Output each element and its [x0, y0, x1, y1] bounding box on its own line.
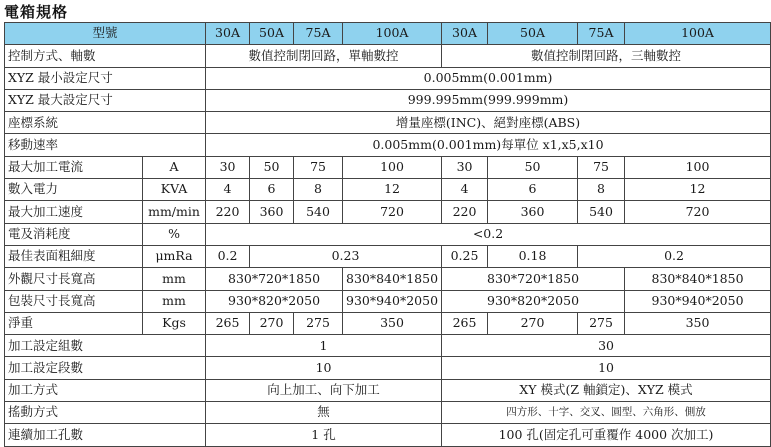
- row-label: 加工設定組數: [5, 335, 206, 357]
- row-unit: mm: [143, 290, 206, 312]
- row-label: 外觀尺寸長寬高: [5, 268, 143, 290]
- row-label: 加工方式: [5, 379, 206, 401]
- table-row: [5, 112, 771, 134]
- cell-value: 4: [442, 179, 488, 201]
- table-row: [5, 223, 771, 245]
- cell-value: 930*820*2050: [442, 290, 625, 312]
- cell-value: 30: [206, 156, 250, 178]
- cell-value: 6: [488, 179, 578, 201]
- table-row: [5, 67, 771, 89]
- cell-value: 220: [442, 201, 488, 223]
- header-cell: 50A: [250, 23, 294, 45]
- cell-value: 50: [488, 156, 578, 178]
- cell-value: 0.2: [578, 245, 771, 267]
- cell-value: 無: [206, 402, 442, 424]
- cell-value: 830*840*1850: [625, 268, 771, 290]
- table-row: [5, 156, 771, 178]
- cell-value: 930*940*2050: [343, 290, 442, 312]
- cell-value: 增量座標(INC)、絕對座標(ABS): [206, 112, 771, 134]
- cell-value: <0.2: [206, 223, 771, 245]
- cell-value: 四方形、十字、交叉、圓型、六角形、側放: [442, 402, 771, 424]
- cell-value: 0.23: [250, 245, 442, 267]
- cell-value: 100: [625, 156, 771, 178]
- header-cell: 100A: [343, 23, 442, 45]
- cell-value: 830*840*1850: [343, 268, 442, 290]
- row-unit: Kgs: [143, 312, 206, 334]
- cell-value: 8: [578, 179, 625, 201]
- cell-value: 0.2: [206, 245, 250, 267]
- section-title: 電箱規格: [4, 3, 69, 21]
- row-label: 最大加工速度: [5, 201, 143, 223]
- header-cell: 100A: [625, 23, 771, 45]
- cell-value: 270: [250, 312, 294, 334]
- row-unit: A: [143, 156, 206, 178]
- cell-value: 350: [343, 312, 442, 334]
- table-header-row: [5, 23, 771, 45]
- row-label: 移動速率: [5, 134, 206, 156]
- cell-value: 999.995mm(999.999mm): [206, 89, 771, 111]
- cell-value: 75: [294, 156, 343, 178]
- cell-value: 360: [488, 201, 578, 223]
- table-row: [5, 424, 771, 446]
- cell-value: 720: [625, 201, 771, 223]
- cell-value: 275: [578, 312, 625, 334]
- table-row: [5, 402, 771, 424]
- cell-value: 0.005mm(0.001mm)每單位 x1,x5,x10: [206, 134, 771, 156]
- cell-value: 0.18: [488, 245, 578, 267]
- cell-value: 220: [206, 201, 250, 223]
- row-label: XYZ 最小設定尺寸: [5, 67, 206, 89]
- row-label: 座標系統: [5, 112, 206, 134]
- row-label: 控制方式、軸數: [5, 45, 206, 67]
- row-label: 搖動方式: [5, 402, 206, 424]
- cell-value: 50: [250, 156, 294, 178]
- cell-value: 30: [442, 156, 488, 178]
- cell-value: 30: [442, 335, 771, 357]
- table-row: [5, 290, 771, 312]
- cell-value: 75: [578, 156, 625, 178]
- cell-value: 265: [206, 312, 250, 334]
- cell-value: 930*940*2050: [625, 290, 771, 312]
- header-cell: 30A: [442, 23, 488, 45]
- table-row: [5, 268, 771, 290]
- header-model: 型號: [5, 23, 206, 45]
- cell-value: 數值控制閉回路，單軸數控: [206, 45, 442, 67]
- cell-value: 10: [442, 357, 771, 379]
- cell-value: 1: [206, 335, 442, 357]
- cell-value: 向上加工、向下加工: [206, 379, 442, 401]
- row-unit: μmRa: [143, 245, 206, 267]
- row-unit: %: [143, 223, 206, 245]
- row-unit: mm/min: [143, 201, 206, 223]
- table-row: [5, 201, 771, 223]
- row-label: 電及消耗度: [5, 223, 143, 245]
- cell-value: 830*720*1850: [206, 268, 343, 290]
- row-label: XYZ 最大設定尺寸: [5, 89, 206, 111]
- cell-value: 12: [625, 179, 771, 201]
- cell-value: 930*820*2050: [206, 290, 343, 312]
- table-row: [5, 134, 771, 156]
- row-label: 數入電力: [5, 179, 143, 201]
- cell-value: 0.005mm(0.001mm): [206, 67, 771, 89]
- cell-value: 540: [294, 201, 343, 223]
- header-cell: 30A: [206, 23, 250, 45]
- table-row: [5, 357, 771, 379]
- cell-value: 4: [206, 179, 250, 201]
- table-row: [5, 335, 771, 357]
- row-label: 淨重: [5, 312, 143, 334]
- cell-value: 6: [250, 179, 294, 201]
- cell-value: 350: [625, 312, 771, 334]
- cell-value: 100: [343, 156, 442, 178]
- cell-value: 100 孔(固定孔可重覆作 4000 次加工): [442, 424, 771, 446]
- row-label: 最大加工電流: [5, 156, 143, 178]
- cell-value: XY 模式(Z 軸鎖定)、XYZ 模式: [442, 379, 771, 401]
- cell-value: 12: [343, 179, 442, 201]
- cell-value: 540: [578, 201, 625, 223]
- row-label: 加工設定段數: [5, 357, 206, 379]
- row-label: 連續加工孔數: [5, 424, 206, 446]
- cell-value: 數值控制閉回路，三軸數控: [442, 45, 771, 67]
- cell-value: 10: [206, 357, 442, 379]
- row-unit: KVA: [143, 179, 206, 201]
- row-unit: mm: [143, 268, 206, 290]
- cell-value: 0.25: [442, 245, 488, 267]
- cell-value: 830*720*1850: [442, 268, 625, 290]
- row-label: 最佳表面粗細度: [5, 245, 143, 267]
- table-row: [5, 89, 771, 111]
- table-row: [5, 45, 771, 67]
- cell-value: 8: [294, 179, 343, 201]
- cell-value: 360: [250, 201, 294, 223]
- table-row: [5, 245, 771, 267]
- cell-value: 275: [294, 312, 343, 334]
- table-row: [5, 379, 771, 401]
- header-cell: 75A: [294, 23, 343, 45]
- cell-value: 265: [442, 312, 488, 334]
- table-row: [5, 312, 771, 334]
- spec-table: [4, 22, 771, 447]
- header-cell: 75A: [578, 23, 625, 45]
- row-label: 包裝尺寸長寬高: [5, 290, 143, 312]
- cell-value: 720: [343, 201, 442, 223]
- cell-value: 1 孔: [206, 424, 442, 446]
- table-row: [5, 179, 771, 201]
- header-cell: 50A: [488, 23, 578, 45]
- cell-value: 270: [488, 312, 578, 334]
